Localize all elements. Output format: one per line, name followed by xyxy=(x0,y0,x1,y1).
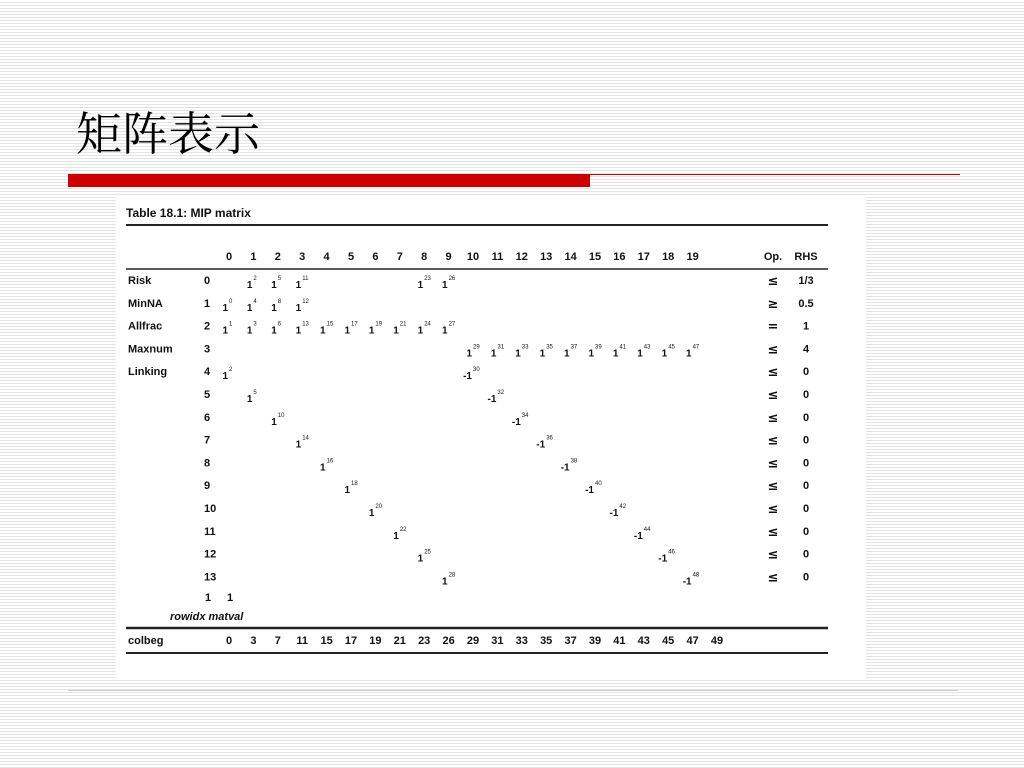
column-header-8: 8 xyxy=(421,251,428,263)
row-operator: ≤ xyxy=(767,365,779,381)
matrix-entry-index: 30 xyxy=(473,367,480,374)
matrix-entry-index: 45 xyxy=(668,344,675,351)
matrix-row xyxy=(204,570,809,587)
colbeg-value: 17 xyxy=(344,635,358,647)
matrix-entry-index: 2 xyxy=(253,276,257,282)
matrix-entry-index: 25 xyxy=(424,549,431,556)
row-operator: ≤ xyxy=(767,570,779,586)
matrix-entry-index: 38 xyxy=(570,458,578,465)
matrix-entry: -1 xyxy=(585,485,594,497)
row-operator: ≤ xyxy=(767,410,779,426)
matrix-entry: 1 xyxy=(344,485,350,497)
matrix-entry: 1 xyxy=(368,508,375,519)
column-header-2: 2 xyxy=(274,251,281,263)
row-index: 1 xyxy=(204,297,211,310)
matrix-entry-index: 33 xyxy=(521,344,529,351)
matrix-entry-index: 23 xyxy=(424,276,431,282)
matrix-entry-index: 5 xyxy=(253,390,257,396)
matrix-entry: 1 xyxy=(246,302,253,314)
matrix-entry: 1 xyxy=(588,348,594,360)
colbeg-value: 39 xyxy=(588,635,602,647)
matrix-entry: 1 xyxy=(442,280,448,291)
row-operator: ≤ xyxy=(767,479,779,495)
matrix-entry: 1 xyxy=(417,325,424,337)
column-header-5: 5 xyxy=(347,251,355,263)
column-header-18: 18 xyxy=(662,251,675,263)
row-rhs: 0.5 xyxy=(798,297,814,310)
row-operator: ≥ xyxy=(767,296,779,312)
column-headers xyxy=(226,251,699,263)
matrix-entry-index: 42 xyxy=(619,504,627,510)
row-index: 13 xyxy=(204,571,217,584)
row-index: 3 xyxy=(204,343,211,356)
matrix-entry: 1 xyxy=(271,416,277,428)
colbeg-value: 37 xyxy=(564,635,577,647)
matrix-entry-index: 20 xyxy=(375,504,383,510)
row-operator: ≤ xyxy=(767,456,779,472)
matrix-row xyxy=(128,320,809,337)
matrix-entry: 1 xyxy=(271,280,277,291)
matrix-entry: 1 xyxy=(295,280,302,291)
colbeg-value: 21 xyxy=(393,635,406,647)
column-header-19: 19 xyxy=(686,251,699,263)
matrix-entry: 1 xyxy=(222,302,228,314)
matrix-entry-index: 16 xyxy=(326,458,334,465)
colbeg-values xyxy=(226,635,723,647)
matrix-entry: 1 xyxy=(246,325,253,337)
matrix-entry-index: 15 xyxy=(326,321,334,328)
matrix-row xyxy=(204,548,809,565)
matrix-entry: 1 xyxy=(686,348,692,360)
matrix-row xyxy=(204,388,809,405)
column-header-13: 13 xyxy=(540,251,553,263)
matrix-entry-index: 17 xyxy=(351,321,358,328)
matrix-row xyxy=(204,456,809,473)
row-label: MinNA xyxy=(128,297,163,310)
matrix-entry: 1 xyxy=(320,325,326,337)
matrix-entry-index: 27 xyxy=(448,321,456,328)
matrix-entry-index: 44 xyxy=(643,526,651,533)
row-rhs: 0 xyxy=(802,548,810,561)
matrix-entry-index: 29 xyxy=(473,344,480,351)
matrix-row xyxy=(128,297,814,314)
colbeg-value: 23 xyxy=(418,635,431,647)
matrix-entry-index: 32 xyxy=(497,390,505,396)
row-index: 6 xyxy=(204,411,211,424)
matrix-entry: -1 xyxy=(609,508,619,519)
matrix-entry-index: 12 xyxy=(302,298,309,305)
row-index: 0 xyxy=(204,275,211,287)
row-operator: ≤ xyxy=(767,433,779,449)
matrix-entry: 1 xyxy=(564,348,570,360)
row-rhs: 4 xyxy=(802,343,810,356)
colbeg-value: 3 xyxy=(250,635,257,647)
row-rhs: 0 xyxy=(802,571,810,584)
row-index: 4 xyxy=(204,366,211,379)
row-index: 9 xyxy=(204,480,211,493)
matrix-entry: -1 xyxy=(633,530,643,542)
column-header-3: 3 xyxy=(299,251,306,263)
matrix-row xyxy=(128,274,814,291)
matrix-entry: 1 xyxy=(417,280,424,291)
matrix-entry: 1 xyxy=(271,325,277,337)
row-operator: ≤ xyxy=(767,547,779,563)
matrix-entry: -1 xyxy=(511,416,521,428)
row-rhs: 0 xyxy=(802,434,810,447)
matrix-entry-index: 39 xyxy=(595,344,602,351)
matrix-entry: 1 xyxy=(393,325,399,337)
matrix-rows xyxy=(128,274,814,587)
matrix-entry-index: 36 xyxy=(546,435,553,442)
colbeg-value: 33 xyxy=(515,635,528,647)
row-label: Maxnum xyxy=(128,343,173,356)
matrix-entry-index: 28 xyxy=(448,572,456,579)
row-index: 12 xyxy=(204,548,217,561)
row-index: 11 xyxy=(204,525,216,538)
matrix-entry: -1 xyxy=(658,553,668,565)
matrix-entry-index: 46 xyxy=(668,549,675,556)
op-header: Op. xyxy=(763,251,783,263)
row-operator: ≤ xyxy=(767,502,779,517)
matrix-entry: 1 xyxy=(637,348,643,360)
column-header-12: 12 xyxy=(515,251,528,263)
matrix-entry-index: 2 xyxy=(229,367,233,374)
colbeg-value: 15 xyxy=(320,635,333,647)
colbeg-value: 47 xyxy=(686,635,699,647)
row-label: Linking xyxy=(128,366,168,379)
matrix-entry-index: 19 xyxy=(375,321,383,328)
row-rhs: 0 xyxy=(802,366,810,379)
row-operator: ≤ xyxy=(767,274,779,289)
row-operator: ≤ xyxy=(767,388,779,403)
rowidx-value: 1 xyxy=(226,592,234,604)
matrix-entry: 1 xyxy=(344,325,350,337)
matrix-entry: 1 xyxy=(222,371,228,383)
column-header-10: 10 xyxy=(466,251,480,263)
colbeg-label: colbeg xyxy=(128,635,164,647)
colbeg-value: 29 xyxy=(466,635,480,647)
matrix-entry: 1 xyxy=(295,325,302,337)
matrix-row xyxy=(204,434,809,451)
matrix-entry-index: 6 xyxy=(277,321,282,328)
matrix-entry-index: 18 xyxy=(351,481,358,488)
matrix-entry: 1 xyxy=(515,348,521,360)
row-label: Risk xyxy=(128,275,152,287)
row-label: Allfrac xyxy=(128,320,163,333)
column-header-9: 9 xyxy=(445,251,452,263)
row-index: 5 xyxy=(204,389,211,401)
rowidx-note: rowidx matval xyxy=(170,611,244,623)
footer-line xyxy=(68,690,958,691)
matrix-entry: 1 xyxy=(295,302,302,314)
column-header-15: 15 xyxy=(588,251,602,263)
matrix-entry: -1 xyxy=(463,371,472,383)
title-accent-bar xyxy=(68,174,590,187)
mip-matrix-table xyxy=(116,196,866,678)
matrix-entry-index: 24 xyxy=(424,321,431,328)
matrix-entry: 1 xyxy=(368,325,375,337)
matrix-entry-index: 34 xyxy=(521,412,529,419)
colbeg-value: 19 xyxy=(369,635,382,647)
column-header-14: 14 xyxy=(564,251,577,263)
matrix-entry-index: 37 xyxy=(570,344,578,351)
matrix-row xyxy=(128,342,810,359)
row-rhs: 0 xyxy=(802,480,810,493)
matrix-row xyxy=(204,502,809,519)
matrix-entry-index: 8 xyxy=(277,298,282,305)
rowidx-line xyxy=(205,592,233,604)
matrix-entry-index: 43 xyxy=(643,344,651,351)
row-rhs: 0 xyxy=(802,503,810,515)
matrix-entry-index: 1 xyxy=(229,321,233,328)
matrix-entry: -1 xyxy=(682,576,692,588)
colbeg-value: 45 xyxy=(662,635,675,647)
row-rhs: 0 xyxy=(802,389,810,401)
matrix-entry: 1 xyxy=(295,439,302,451)
row-index: 10 xyxy=(204,503,217,515)
colbeg-value: 35 xyxy=(540,635,553,647)
matrix-entry: 1 xyxy=(417,553,424,565)
row-rhs: 0 xyxy=(802,411,810,424)
matrix-entry: 1 xyxy=(271,302,277,314)
row-operator: ≤ xyxy=(767,342,779,358)
rowidx-value: 1 xyxy=(204,592,212,604)
colbeg-value: 7 xyxy=(274,635,281,647)
matrix-entry: 1 xyxy=(393,530,399,542)
matrix-entry: -1 xyxy=(560,462,570,474)
column-header-7: 7 xyxy=(396,251,403,263)
matrix-entry: 1 xyxy=(246,394,253,405)
colbeg-value: 0 xyxy=(225,635,233,647)
colbeg-value: 43 xyxy=(637,635,650,647)
matrix-row xyxy=(204,525,809,542)
row-rhs: 1 xyxy=(802,320,810,333)
matrix-entry-index: 47 xyxy=(692,344,700,351)
column-header-1: 1 xyxy=(250,251,257,263)
row-index: 8 xyxy=(204,457,211,470)
matrix-entry-index: 11 xyxy=(302,276,309,282)
row-operator: ≤ xyxy=(767,524,779,540)
matrix-entry: 1 xyxy=(442,325,448,337)
colbeg-value: 41 xyxy=(613,635,626,647)
column-header-6: 6 xyxy=(372,251,379,263)
matrix-entry-index: 21 xyxy=(399,321,407,328)
matrix-entry: 1 xyxy=(612,348,619,360)
matrix-entry: 1 xyxy=(490,348,497,360)
colbeg-value: 26 xyxy=(442,635,455,647)
matrix-entry-index: 48 xyxy=(692,572,700,579)
matrix-row xyxy=(128,365,809,382)
matrix-entry-index: 4 xyxy=(253,298,257,305)
table-caption: Table 18.1: MIP matrix xyxy=(126,206,251,220)
matrix-entry: 1 xyxy=(246,280,253,291)
matrix-entry-index: 14 xyxy=(302,435,309,442)
matrix-entry-index: 5 xyxy=(277,276,282,282)
matrix-entry-index: 13 xyxy=(302,321,309,328)
matrix-entry: 1 xyxy=(442,576,448,588)
matrix-entry: 1 xyxy=(320,462,326,474)
matrix-entry-index: 26 xyxy=(448,276,456,282)
colbeg-value: 31 xyxy=(491,635,504,647)
slide-title: 矩阵表示 xyxy=(76,107,260,161)
column-header-4: 4 xyxy=(323,251,330,263)
matrix-entry-index: 31 xyxy=(497,344,505,351)
mip-matrix-figure xyxy=(116,196,866,678)
matrix-entry-index: 40 xyxy=(595,481,602,488)
row-rhs: 0 xyxy=(802,457,810,470)
matrix-entry: -1 xyxy=(487,394,497,405)
matrix-entry: -1 xyxy=(536,439,546,451)
row-rhs: 1/3 xyxy=(798,275,814,287)
column-header-17: 17 xyxy=(637,251,650,263)
column-header-16: 16 xyxy=(613,251,626,263)
row-operator: = xyxy=(767,319,779,335)
column-header-0: 0 xyxy=(225,251,233,263)
title-accent-line xyxy=(590,174,960,175)
matrix-entry: 1 xyxy=(222,325,228,337)
matrix-row xyxy=(204,411,809,428)
rhs-header: RHS xyxy=(794,251,818,263)
matrix-entry-index: 3 xyxy=(253,321,257,328)
row-index: 7 xyxy=(204,434,211,447)
matrix-entry-index: 35 xyxy=(546,344,553,351)
colbeg-value: 49 xyxy=(710,635,724,647)
matrix-entry: 1 xyxy=(466,348,472,360)
matrix-row xyxy=(204,479,809,496)
matrix-entry-index: 10 xyxy=(277,412,285,419)
column-header-11: 11 xyxy=(491,251,504,263)
colbeg-value: 11 xyxy=(296,635,309,647)
row-rhs: 0 xyxy=(802,525,810,538)
matrix-entry: 1 xyxy=(539,348,546,360)
matrix-entry-index: 41 xyxy=(619,344,627,351)
matrix-entry-index: 0 xyxy=(229,298,233,305)
matrix-entry: 1 xyxy=(661,348,668,360)
row-index: 2 xyxy=(204,320,211,333)
matrix-entry-index: 22 xyxy=(399,526,407,533)
